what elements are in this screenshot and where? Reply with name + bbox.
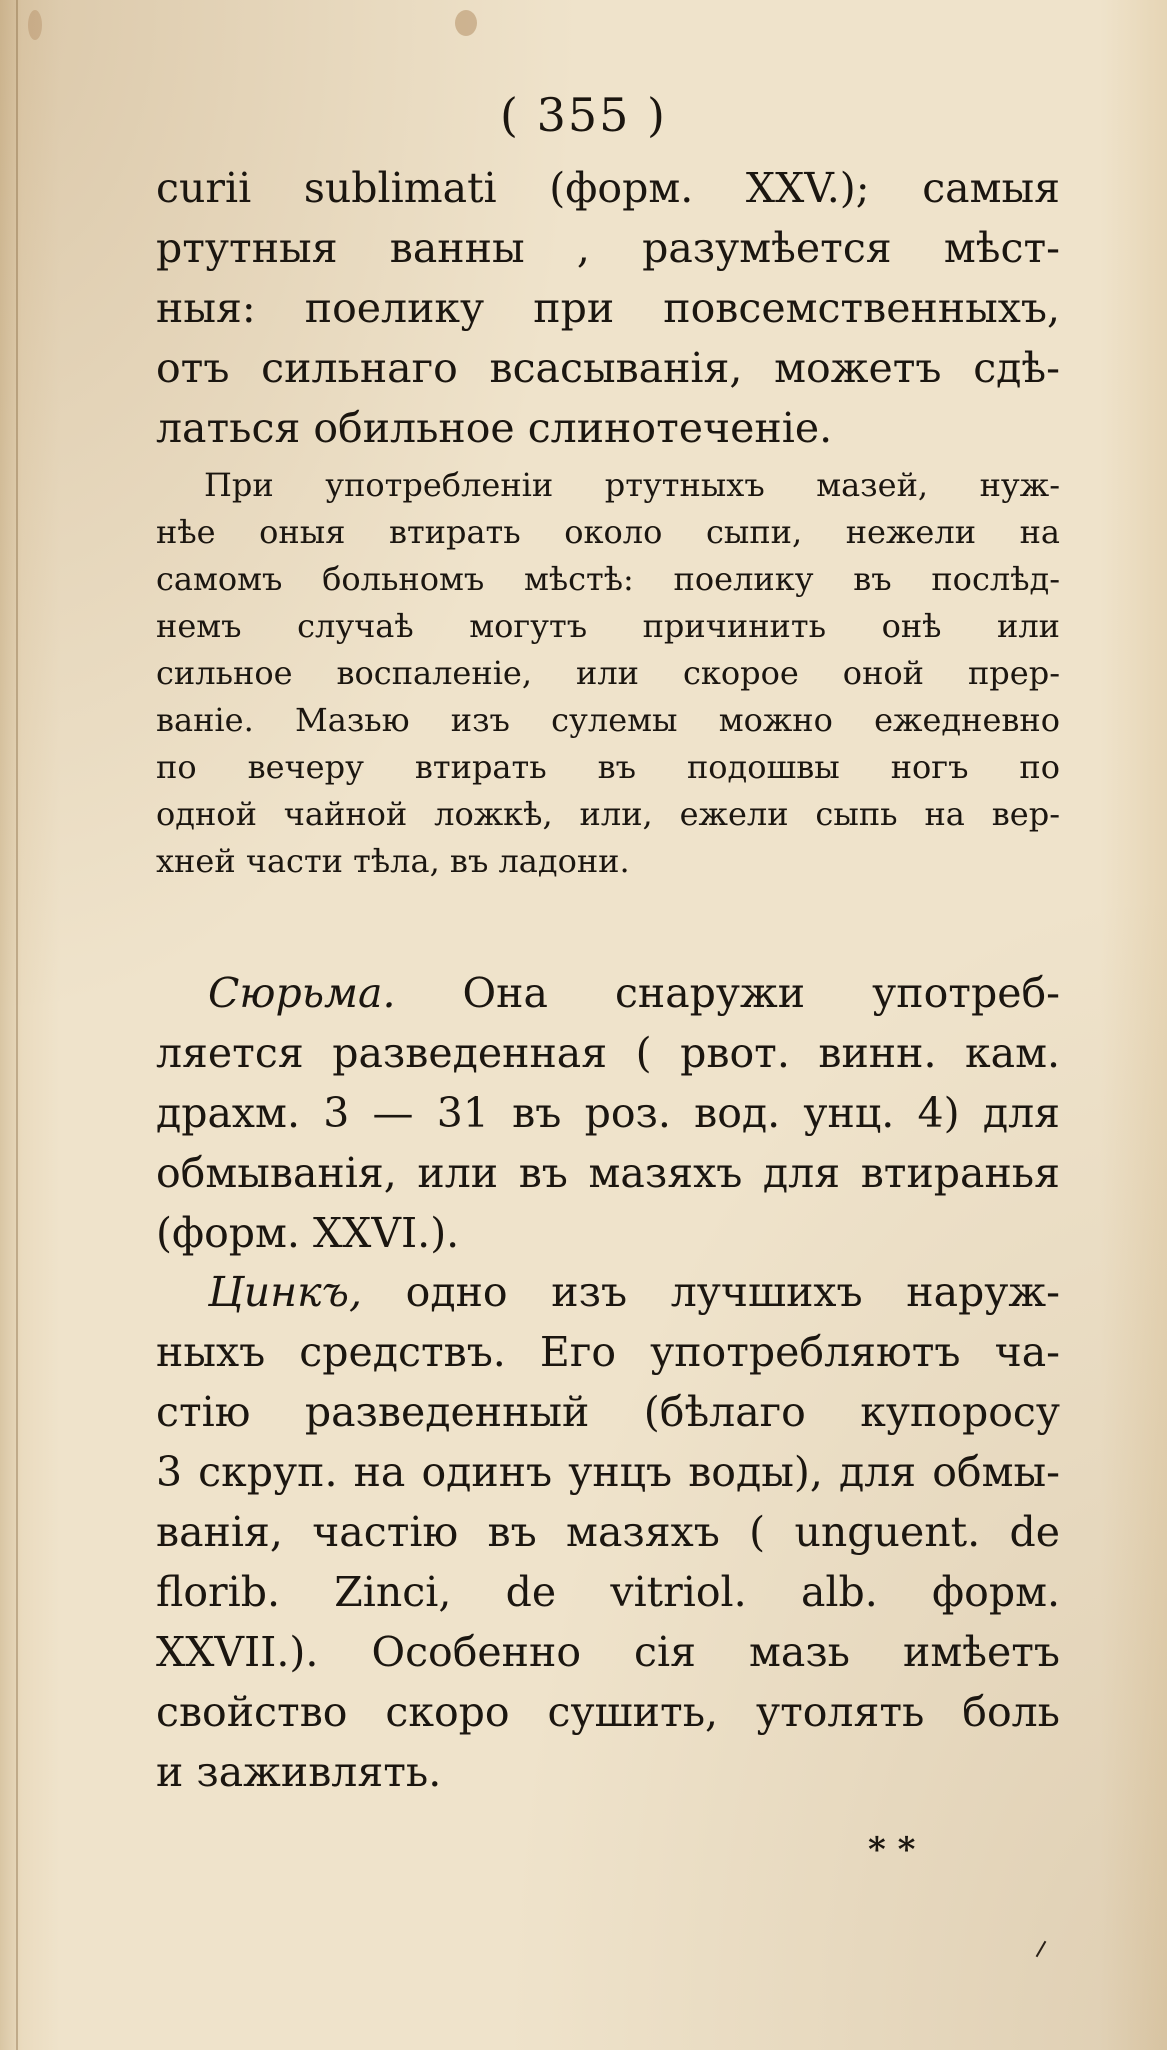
paper-stain [28,10,42,40]
paragraph-heading: Сюрьма. [208,969,396,1017]
text-line: самомъ больномъ мѣстѣ: поелику въ послѣд- [156,560,1060,598]
text-line: ляется разведенная ( рвот. винн. кам. [156,1029,1060,1077]
text-line: ныхъ средствъ. Его употребляютъ ча- [156,1328,1060,1376]
text-line: сильное воспаленіе, или скорое оной прер- [156,654,1060,692]
paper-stain [455,10,477,36]
text-fragment: Она снаружи употреб- [395,969,1060,1017]
text-line [156,963,1060,1023]
text-line: одной чайной ложкѣ, или, ежели сыпь на вер- [156,795,1060,833]
text-line: драхм. 3 — 31 въ роз. вод. унц. 4) для [156,1089,1060,1137]
text-line: ртутныя ванны , разумѣется мѣст- [156,224,1060,272]
page-edge-shadow [16,0,18,2050]
page-number: ( 355 ) [500,88,667,142]
paragraph-zinc [156,1262,1060,1802]
paragraph-antimony [156,963,1060,1263]
text-line: и заживлять. [156,1748,442,1796]
text-line: 3 скруп. на одинъ унцъ воды), для обмы- [156,1448,1060,1496]
text-line: немъ случаѣ могутъ причинить онѣ или [156,607,1060,645]
text-line [156,1262,1060,1322]
text-line: стію разведенный (бѣлаго купоросу [156,1388,1060,1436]
signature-mark: * * [868,1830,916,1870]
text-line: ваніе. Мазью изъ сулемы можно ежедневно [156,701,1060,739]
text-line: по вечеру втирать въ подошвы ногъ по [156,748,1060,786]
text-line: нѣе оныя втирать около сыпи, нежели на [156,513,1060,551]
text-line: XXVII.). Особенно сія мазь имѣетъ [156,1628,1060,1676]
paragraph-2 [156,462,1060,885]
text-line: При употребленіи ртутныхъ мазей, нуж- [204,466,1060,504]
paragraph-heading: Цинкъ, [208,1268,363,1316]
text-line: свойство скоро сушить, утолять боль [156,1688,1060,1736]
text-line: хней части тѣла, въ ладони. [156,842,630,880]
paragraph-1 [156,158,1060,458]
text-line: curii sublimati (форм. XXV.); самыя [156,164,1060,212]
text-line: ванія, частію въ мазяхъ ( unguent. de [156,1508,1060,1556]
ink-mark [1036,1941,1047,1958]
text-line: обмыванія, или въ мазяхъ для втиранья [156,1149,1060,1197]
text-fragment: одно изъ лучшихъ наруж- [362,1268,1060,1316]
text-line: отъ сильнаго всасыванія, можетъ сдѣ- [156,344,1060,392]
text-line: florib. Zinci, de vitriol. alb. форм. [156,1568,1060,1616]
text-line: (форм. XXVI.). [156,1209,460,1257]
text-line: латься обильное слинотеченіе. [156,404,833,452]
text-line: ныя: поелику при повсемственныхъ, [156,284,1060,332]
